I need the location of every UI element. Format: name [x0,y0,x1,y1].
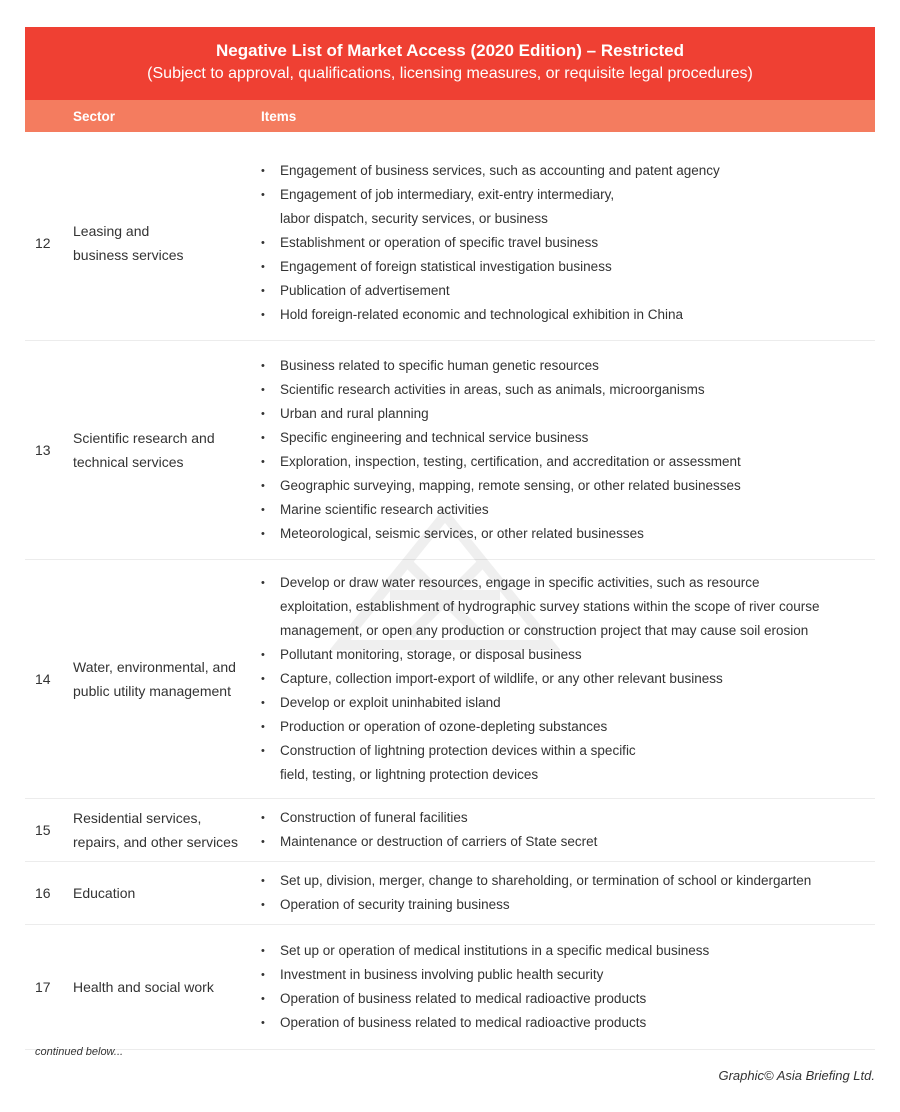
row-number: 16 [35,885,51,901]
list-item-line: • Scientific research activities in areas, such as animals, microorganisms [280,382,705,397]
row-items-list [261,159,861,327]
sector-line: Water, environmental, and [73,659,236,675]
list-item-line: • Operation of business related to medical radioactive products [280,1015,647,1030]
list-item-line: • Production or operation of ozone-depleting substances [280,719,608,734]
list-item [261,255,861,279]
row-sector [73,975,253,999]
row-sector [73,806,253,854]
list-item [261,474,861,498]
row-number: 13 [35,442,51,458]
list-item [261,739,861,787]
list-item [261,303,861,327]
list-item [261,715,861,739]
list-item-line: • Exploration, inspection, testing, certification, and accreditation or assessment [280,454,741,469]
row-sector [73,426,253,474]
list-item-line: • Meteorological, seismic services, or other related businesses [280,526,644,541]
list-item-line: labor dispatch, security services, or business [280,211,548,226]
list-item [261,830,861,854]
sector-line: technical services [73,454,184,470]
row-sector [73,219,253,267]
list-item-line: • Develop or draw water resources, engage in specific activities, such as resource [280,575,760,590]
list-item-line: • Develop or exploit uninhabited island [280,695,501,710]
list-item-line: • Maintenance or destruction of carriers of State secret [280,834,598,849]
list-item-line: • Operation of security training business [280,897,510,912]
sector-line: Residential services, [73,810,202,826]
sector-line: repairs, and other services [73,834,238,850]
list-item [261,963,861,987]
list-item-line: • Geographic surveying, mapping, remote sensing, or other related businesses [280,478,741,493]
list-item [261,279,861,303]
list-item [261,378,861,402]
sector-line: Health and social work [73,979,214,995]
row-number: 14 [35,671,51,687]
list-item [261,806,861,830]
list-item [261,691,861,715]
table-row [25,799,875,862]
table-row [25,925,875,1050]
list-item [261,869,861,893]
list-item [261,426,861,450]
list-item-line: • Operation of business related to medical radioactive products [280,991,647,1006]
list-item [261,450,861,474]
column-header-sector: Sector [73,108,116,124]
list-item [261,893,861,917]
row-items-list [261,806,861,854]
sector-line: Education [73,885,136,901]
row-number: 12 [35,235,51,251]
table-subtitle: (Subject to approval, qualifications, licensing measures, or requisite legal procedures) [147,65,753,82]
list-item-line: • Engagement of job intermediary, exit-entry intermediary, [280,187,615,202]
table-title: Negative List of Market Access (2020 Edition) – Restricted [216,41,684,60]
list-item [261,402,861,426]
list-item [261,354,861,378]
sector-line: Scientific research and [73,430,215,446]
list-item [261,987,861,1011]
list-item-line: • Engagement of foreign statistical investigation business [280,259,612,274]
continued-note: continued below... [35,1046,124,1058]
table-header [25,27,875,100]
watermark-logo-icon [330,505,560,655]
sector-line: business services [73,247,184,263]
table-row [25,146,875,341]
list-item-line: • Marine scientific research activities [280,502,489,517]
list-item-line: management, or open any production or construction project that may cause soil erosion [280,623,809,638]
list-item [261,231,861,255]
column-header-row [25,100,875,132]
list-item-line: • Specific engineering and technical service business [280,430,589,445]
list-item [261,939,861,963]
list-item-line: • Business related to specific human genetic resources [280,358,599,373]
list-item [261,183,861,231]
list-item-line: • Set up or operation of medical institutions in a specific medical business [280,943,710,958]
list-item-line: • Construction of lightning protection devices within a specific [280,743,636,758]
sector-line: public utility management [73,683,231,699]
list-item-line: • Hold foreign-related economic and technological exhibition in China [280,307,683,322]
list-item-line: exploitation, establishment of hydrographic survey stations within the scope of river course [280,599,820,614]
row-items-list [261,869,861,917]
list-item [261,667,861,691]
sector-line: Leasing and [73,223,150,239]
list-item [261,159,861,183]
list-item-line: • Engagement of business services, such as accounting and patent agency [280,163,720,178]
list-item-line: • Establishment or operation of specific travel business [280,235,599,250]
list-item-line: • Publication of advertisement [280,283,450,298]
list-item-line: • Set up, division, merger, change to shareholding, or termination of school or kindergarten [280,873,812,888]
table-row [25,862,875,925]
graphic-credit: Graphic© Asia Briefing Ltd. [718,1068,875,1083]
list-item-line: • Pollutant monitoring, storage, or disposal business [280,647,582,662]
list-item-line: • Urban and rural planning [280,406,429,421]
column-header-items: Items [261,108,297,124]
row-sector [73,655,253,703]
list-item-line: • Construction of funeral facilities [280,810,468,825]
row-sector [73,881,253,905]
row-number: 17 [35,979,51,995]
row-number: 15 [35,822,51,838]
list-item-line: field, testing, or lightning protection devices [280,767,539,782]
list-item-line: • Investment in business involving public health security [280,967,604,982]
list-item [261,1011,861,1035]
list-item-line: • Capture, collection import-export of wildlife, or any other relevant business [280,671,723,686]
row-items-list [261,939,861,1035]
